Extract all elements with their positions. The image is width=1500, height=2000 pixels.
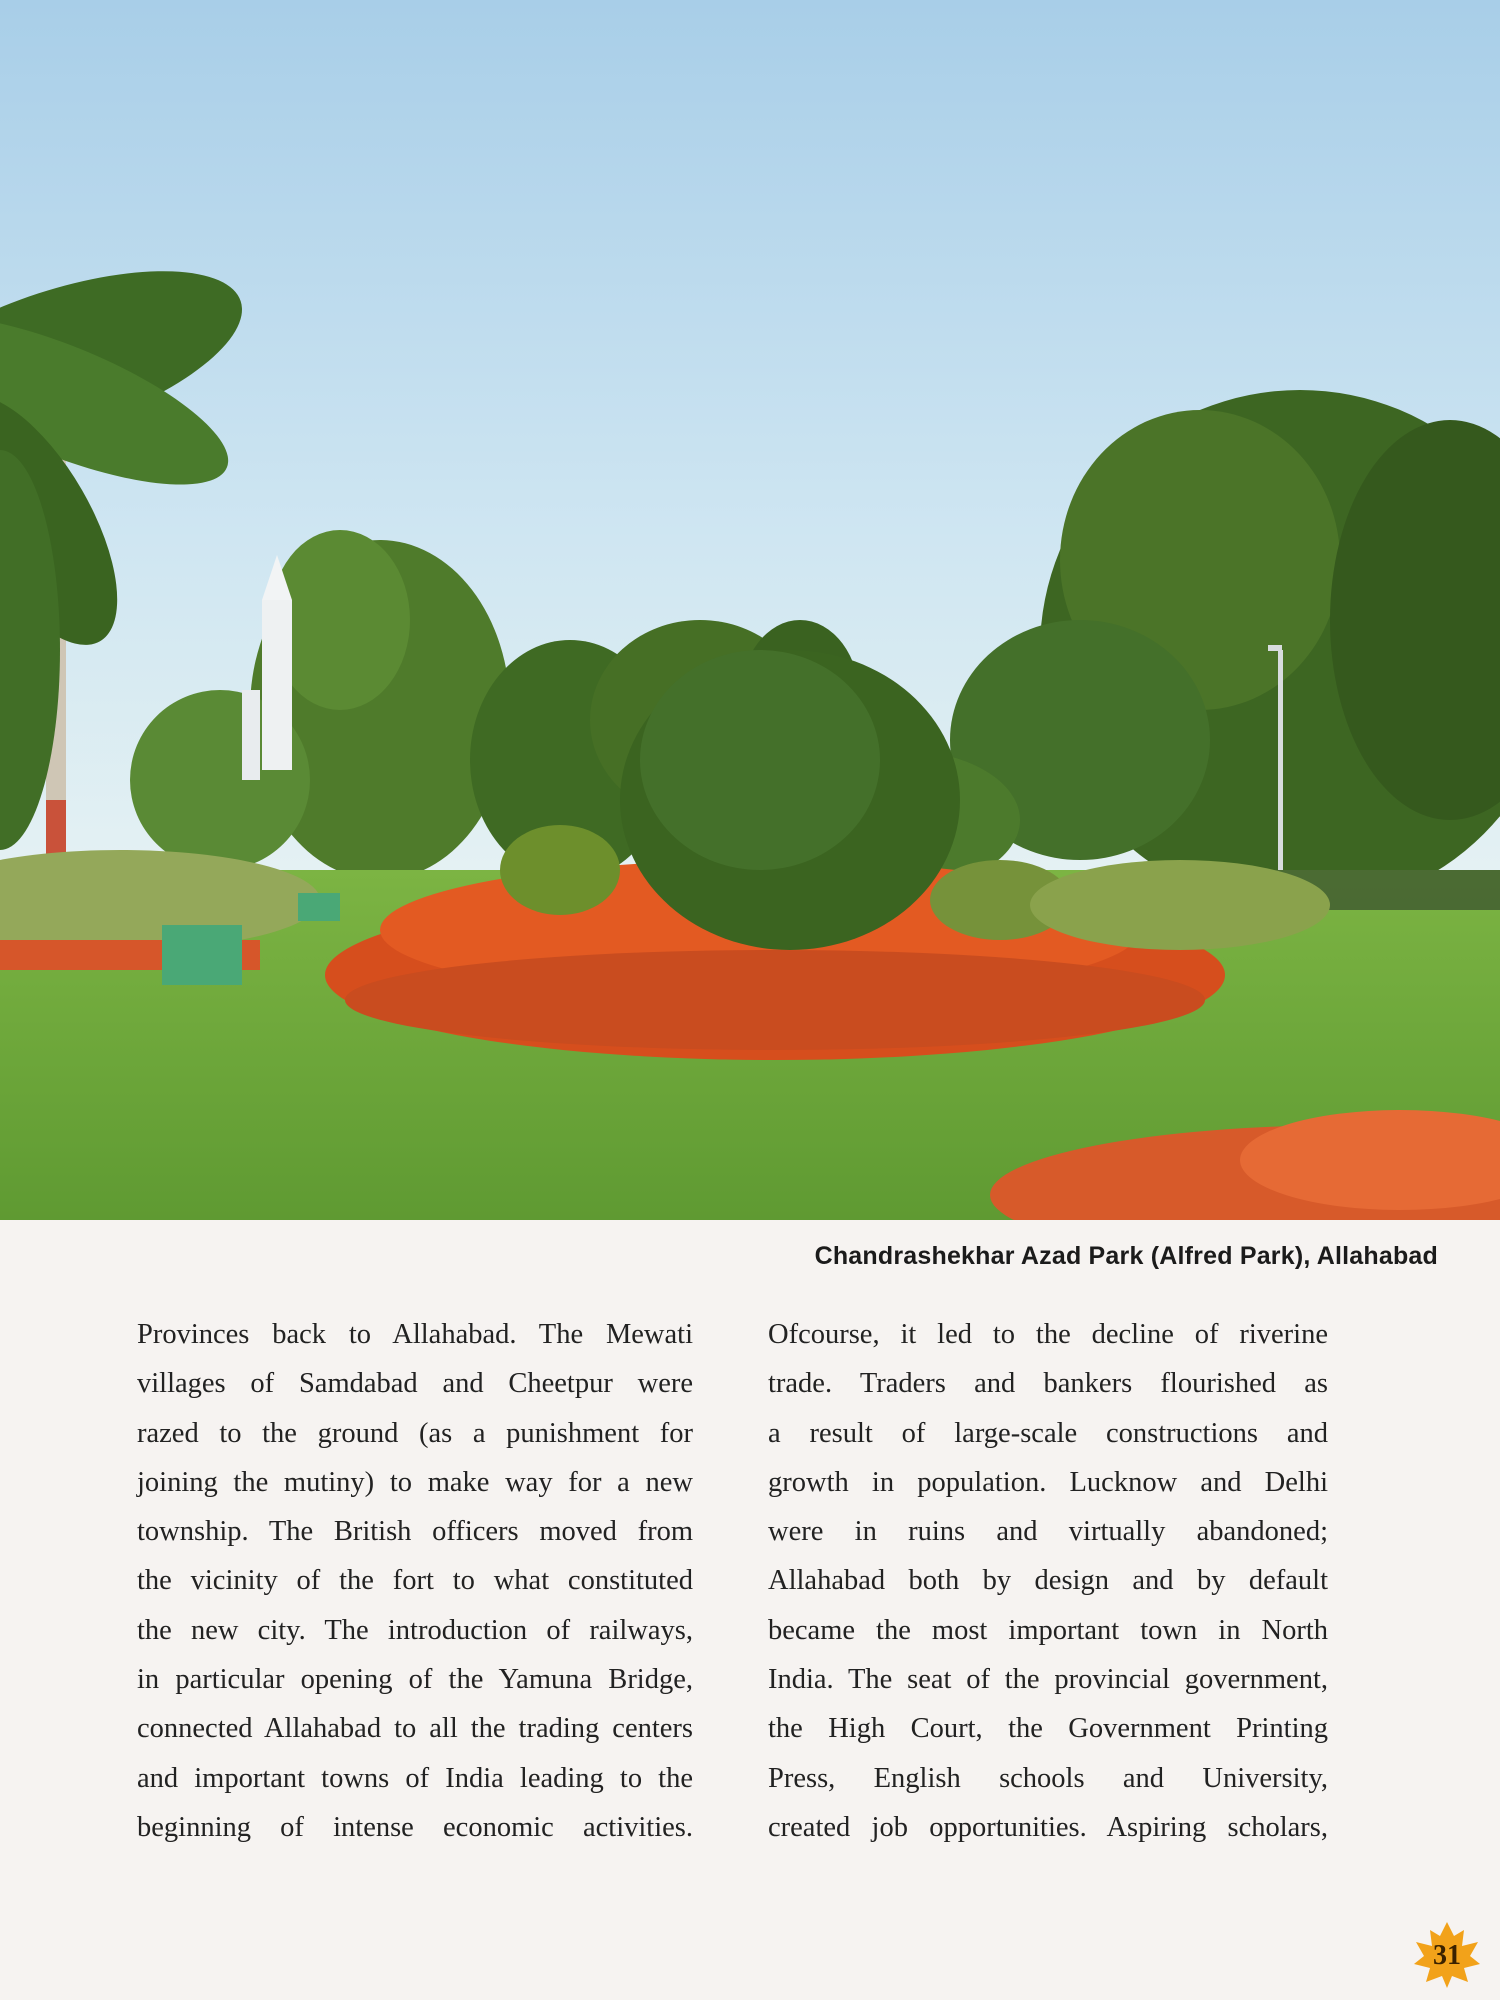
- green-box: [162, 925, 242, 985]
- text-line: the vicinity of the fort to what constituted: [137, 1565, 693, 1597]
- text-line: township. The British officers moved from: [137, 1516, 693, 1548]
- text-line: Allahabad both by design and by default: [768, 1565, 1328, 1597]
- right-text-column: [768, 1310, 1328, 1852]
- text-line: Ofcourse, it led to the decline of riverine: [768, 1319, 1328, 1350]
- text-line: beginning of intense economic activities.: [137, 1811, 693, 1843]
- text-line: joining the mutiny) to make way for a new: [137, 1466, 693, 1498]
- page-number-badge: [1412, 1920, 1482, 1990]
- text-line: villages of Samdabad and Cheetpur were: [137, 1368, 693, 1400]
- text-line: growth in population. Lucknow and Delhi: [768, 1466, 1328, 1498]
- text-line: the High Court, the Government Printing: [768, 1713, 1328, 1745]
- text-line: Press, English schools and University,: [768, 1762, 1328, 1794]
- text-line: India. The seat of the provincial government,: [768, 1664, 1328, 1696]
- text-line: Provinces back to Allahabad. The Mewati: [137, 1319, 693, 1350]
- text-line: the new city. The introduction of railways,: [137, 1614, 693, 1646]
- text-line: and important towns of India leading to the: [137, 1762, 693, 1794]
- text-line: were in ruins and virtually abandoned;: [768, 1516, 1328, 1548]
- text-line: in particular opening of the Yamuna Bridge,: [137, 1664, 693, 1696]
- text-line: trade. Traders and bankers flourished as: [768, 1368, 1328, 1400]
- text-line: created job opportunities. Aspiring scholars,: [768, 1811, 1328, 1843]
- text-line: a result of large-scale constructions and: [768, 1417, 1328, 1449]
- text-line: razed to the ground (as a punishment for: [137, 1417, 693, 1449]
- photo-caption: Chandrashekhar Azad Park (Alfred Park), Allahabad: [814, 1242, 1438, 1270]
- text-line: connected Allahabad to all the trading centers: [137, 1713, 693, 1745]
- text-line: became the most important town in North: [768, 1614, 1328, 1646]
- page-number: 31: [1433, 1940, 1461, 1971]
- left-text-column: [137, 1310, 693, 1852]
